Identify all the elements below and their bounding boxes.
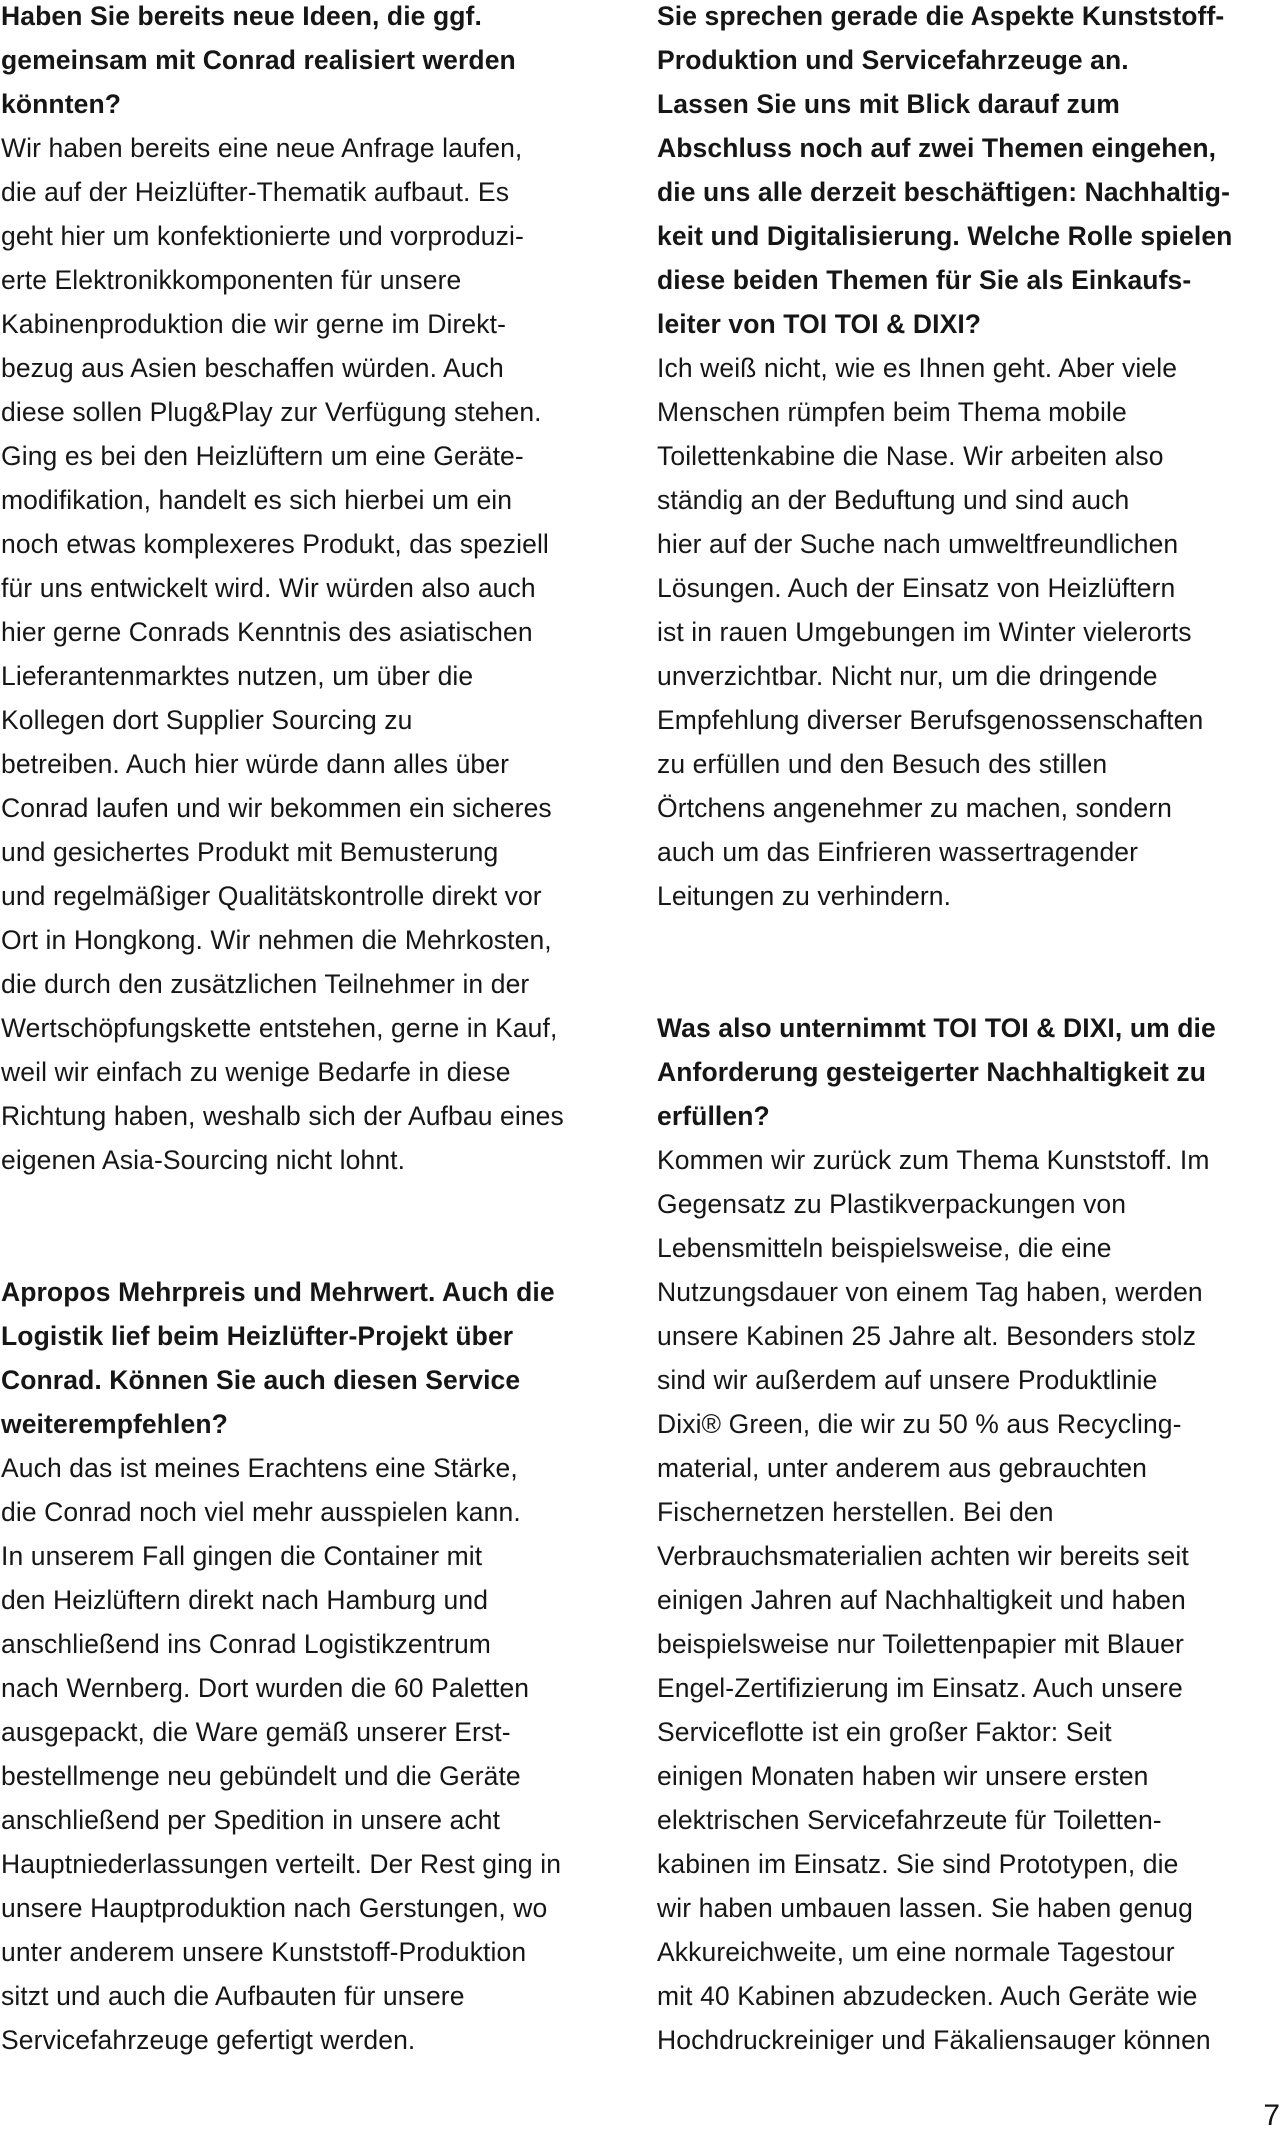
answer-line: unter anderem unsere Kunststoff-Produktion	[1, 1937, 527, 1967]
answer-line: kabinen im Einsatz. Sie sind Prototypen, die	[657, 1849, 1179, 1879]
answer-line: Akkureichweite, um eine normale Tagestour	[657, 1937, 1175, 1967]
page-number: 7	[1263, 2099, 1280, 2132]
answer-line: Servicefahrzeuge gefertigt werden.	[1, 2025, 416, 2055]
question-line: könnten?	[1, 89, 122, 119]
answer-line: Ich weiß nicht, wie es Ihnen geht. Aber viele	[657, 353, 1178, 383]
answer-line: Menschen rümpfen beim Thema mobile	[657, 397, 1127, 427]
answer-line: Richtung haben, weshalb sich der Aufbau eines	[1, 1101, 564, 1131]
answer-line: Nutzungsdauer von einem Tag haben, werden	[657, 1277, 1203, 1307]
question-line: Produktion und Servicefahrzeuge an.	[657, 45, 1129, 75]
answer-line: mit 40 Kabinen abzudecken. Auch Geräte wie	[657, 1981, 1198, 2011]
answer-line: Empfehlung diverser Berufsgenossenschaften	[657, 705, 1204, 735]
question-line: Was also unternimmt TOI TOI & DIXI, um die	[657, 1013, 1216, 1043]
question-line: keit und Digitalisierung. Welche Rolle spielen	[657, 221, 1233, 251]
answer-line: sitzt und auch die Aufbauten für unsere	[1, 1981, 465, 2011]
answer-line: einigen Monaten haben wir unsere ersten	[657, 1761, 1149, 1791]
question-line: Sie sprechen gerade die Aspekte Kunststoff-	[657, 1, 1225, 31]
answer-line: modifikation, handelt es sich hierbei um ein	[1, 485, 513, 515]
question-line: Abschluss noch auf zwei Themen eingehen,	[657, 133, 1217, 163]
answer-line: Hochdruckreiniger und Fäkaliensauger können	[657, 2025, 1211, 2055]
right-answer-1	[657, 346, 1280, 918]
question-line: Haben Sie bereits neue Ideen, die ggf.	[1, 1, 482, 31]
question-line: weiterempfehlen?	[1, 1409, 228, 1439]
question-line: erfüllen?	[657, 1101, 770, 1131]
answer-line: und gesichertes Produkt mit Bemusterung	[1, 837, 499, 867]
answer-line: Wir haben bereits eine neue Anfrage laufen,	[1, 133, 523, 163]
question-line: Lassen Sie uns mit Blick darauf zum	[657, 89, 1120, 119]
question-line: die uns alle derzeit beschäftigen: Nachhaltig-	[657, 177, 1230, 207]
answer-line: geht hier um konfektionierte und vorproduzi-	[1, 221, 524, 251]
section-divider-space	[657, 918, 1280, 1006]
answer-line: unverzichtbar. Nicht nur, um die dringende	[657, 661, 1158, 691]
right-question-2	[657, 1006, 1280, 1138]
answer-line: Fischernetzen herstellen. Bei den	[657, 1497, 1054, 1527]
answer-line: Lieferantenmarktes nutzen, um über die	[1, 661, 474, 691]
answer-line: material, unter anderem aus gebrauchten	[657, 1453, 1148, 1483]
answer-line: erte Elektronikkomponenten für unsere	[1, 265, 462, 295]
question-line: gemeinsam mit Conrad realisiert werden	[1, 45, 516, 75]
answer-line: die Conrad noch viel mehr ausspielen kann.	[1, 1497, 521, 1527]
answer-line: unsere Kabinen 25 Jahre alt. Besonders stolz	[657, 1321, 1197, 1351]
answer-line: Conrad laufen und wir bekommen ein sicheres	[1, 793, 552, 823]
answer-line: zu erfüllen und den Besuch des stillen	[657, 749, 1108, 779]
answer-line: Ort in Hongkong. Wir nehmen die Mehrkosten,	[1, 925, 552, 955]
left-question-2	[1, 1270, 629, 1446]
answer-line: und regelmäßiger Qualitätskontrolle direkt vor	[1, 881, 542, 911]
answer-line: Toilettenkabine die Nase. Wir arbeiten also	[657, 441, 1164, 471]
answer-line: anschließend per Spedition in unsere acht	[1, 1805, 501, 1835]
answer-line: eigenen Asia-Sourcing nicht lohnt.	[1, 1145, 406, 1175]
answer-line: wir haben umbauen lassen. Sie haben genug	[657, 1893, 1193, 1923]
answer-line: bezug aus Asien beschaffen würden. Auch	[1, 353, 504, 383]
right-question-1	[657, 0, 1280, 346]
section-divider-space	[1, 1182, 629, 1270]
left-answer-2	[1, 1446, 629, 2062]
question-line: diese beiden Themen für Sie als Einkaufs-	[657, 265, 1192, 295]
answer-line: Auch das ist meines Erachtens eine Stärke,	[1, 1453, 518, 1483]
answer-line: Leitungen zu verhindern.	[657, 881, 952, 911]
answer-line: ausgepackt, die Ware gemäß unserer Erst-	[1, 1717, 511, 1747]
answer-line: ständig an der Beduftung und sind auch	[657, 485, 1130, 515]
answer-line: diese sollen Plug&Play zur Verfügung stehen.	[1, 397, 542, 427]
question-line: Logistik lief beim Heizlüfter-Projekt über	[1, 1321, 514, 1351]
answer-line: auch um das Einfrieren wassertragender	[657, 837, 1139, 867]
answer-line: Lebensmitteln beispielsweise, die eine	[657, 1233, 1112, 1263]
answer-line: weil wir einfach zu wenige Bedarfe in diese	[1, 1057, 511, 1087]
question-line: leiter von TOI TOI & DIXI?	[657, 309, 982, 339]
answer-line: Hauptniederlassungen verteilt. Der Rest ging in	[1, 1849, 562, 1879]
answer-line: unsere Hauptproduktion nach Gerstungen, wo	[1, 1893, 548, 1923]
answer-line: für uns entwickelt wird. Wir würden also auch	[1, 573, 536, 603]
answer-line: bestellmenge neu gebündelt und die Geräte	[1, 1761, 521, 1791]
question-line: Conrad. Können Sie auch diesen Service	[1, 1365, 521, 1395]
answer-line: nach Wernberg. Dort wurden die 60 Paletten	[1, 1673, 530, 1703]
answer-line: Dixi® Green, die wir zu 50 % aus Recycling-	[657, 1409, 1182, 1439]
answer-line: Kommen wir zurück zum Thema Kunststoff. Im	[657, 1145, 1210, 1175]
answer-line: Lösungen. Auch der Einsatz von Heizlüftern	[657, 573, 1176, 603]
answer-line: Kabinenproduktion die wir gerne im Direkt-	[1, 309, 506, 339]
answer-line: Wertschöpfungskette entstehen, gerne in Kauf,	[1, 1013, 558, 1043]
answer-line: Örtchens angenehmer zu machen, sondern	[657, 793, 1172, 823]
left-question-1	[1, 0, 629, 126]
answer-line: die auf der Heizlüfter-Thematik aufbaut. Es	[1, 177, 510, 207]
question-line: Apropos Mehrpreis und Mehrwert. Auch die	[1, 1277, 555, 1307]
answer-line: hier gerne Conrads Kenntnis des asiatischen	[1, 617, 533, 647]
answer-line: betreiben. Auch hier würde dann alles über	[1, 749, 510, 779]
answer-line: Engel-Zertifizierung im Einsatz. Auch unsere	[657, 1673, 1183, 1703]
answer-line: Ging es bei den Heizlüftern um eine Geräte-	[1, 441, 524, 471]
left-column	[1, 0, 629, 2062]
answer-line: ist in rauen Umgebungen im Winter vielerorts	[657, 617, 1192, 647]
answer-line: den Heizlüftern direkt nach Hamburg und	[1, 1585, 489, 1615]
answer-line: Verbrauchsmaterialien achten wir bereits seit	[657, 1541, 1189, 1571]
answer-line: elektrischen Servicefahrzeute für Toiletten-	[657, 1805, 1162, 1835]
answer-line: einigen Jahren auf Nachhaltigkeit und haben	[657, 1585, 1186, 1615]
left-answer-1	[1, 126, 629, 1182]
answer-line: Gegensatz zu Plastikverpackungen von	[657, 1189, 1127, 1219]
answer-line: die durch den zusätzlichen Teilnehmer in der	[1, 969, 530, 999]
answer-line: beispielsweise nur Toilettenpapier mit Blauer	[657, 1629, 1184, 1659]
question-line: Anforderung gesteigerter Nachhaltigkeit zu	[657, 1057, 1207, 1087]
answer-line: Kollegen dort Supplier Sourcing zu	[1, 705, 413, 735]
answer-line: sind wir außerdem auf unsere Produktlinie	[657, 1365, 1158, 1395]
right-answer-2	[657, 1138, 1280, 2062]
answer-line: In unserem Fall gingen die Container mit	[1, 1541, 483, 1571]
answer-line: hier auf der Suche nach umweltfreundlichen	[657, 529, 1179, 559]
right-column	[657, 0, 1280, 2062]
answer-line: noch etwas komplexeres Produkt, das speziell	[1, 529, 549, 559]
answer-line: anschließend ins Conrad Logistikzentrum	[1, 1629, 491, 1659]
answer-line: Serviceflotte ist ein großer Faktor: Seit	[657, 1717, 1112, 1747]
